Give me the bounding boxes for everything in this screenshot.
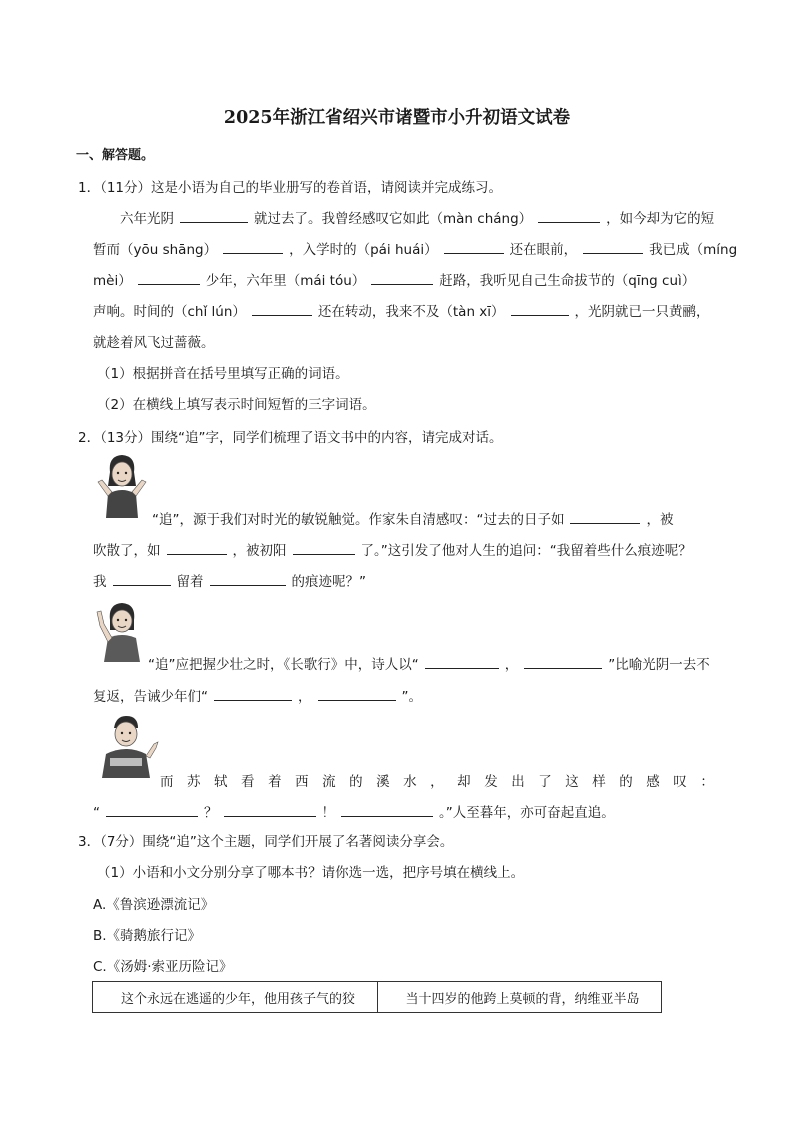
- justified-char: 出: [511, 774, 525, 790]
- q2-text: ，被初阳: [232, 543, 287, 559]
- justified-char: 轼: [214, 774, 228, 790]
- q1-text: 声响。时间的（chǐ lún）: [93, 304, 246, 320]
- q1-line-1: [120, 207, 714, 227]
- answer-blank[interactable]: [113, 571, 171, 586]
- justified-char: 水: [403, 774, 417, 790]
- answer-blank[interactable]: [570, 509, 640, 524]
- q2-text: ，: [298, 689, 312, 705]
- q1-text: 还在眼前，: [509, 242, 578, 258]
- q1-line-2: [93, 238, 737, 258]
- answer-blank[interactable]: [224, 802, 316, 817]
- answer-blank[interactable]: [223, 239, 283, 254]
- answer-blank[interactable]: [106, 802, 198, 817]
- justified-char: 的: [349, 774, 363, 790]
- option-c: C.《汤姆·索亚历险记》: [93, 959, 233, 975]
- option-a: A.《鲁滨逊漂流记》: [93, 897, 215, 913]
- q2-text: 了。”这引发了他对人生的追问：“我留着些什么痕迹呢？: [360, 543, 692, 559]
- q1-text: mèi）: [93, 273, 132, 289]
- q1-stem: 1．（11分）这是小语为自己的毕业册写的卷首语，请阅读并完成练习。: [78, 180, 503, 196]
- q2-text: “追”，源于我们对时光的敏锐触觉。作家朱自清感叹：“过去的日子如: [152, 512, 565, 528]
- q1-text: ，光阴就已一只黄鹂，: [574, 304, 710, 320]
- q1-line-5: 就趁着风飞过蔷薇。: [93, 335, 215, 351]
- book-excerpt-table: [92, 981, 662, 1013]
- justified-char: 西: [295, 774, 309, 790]
- justified-char: 看: [241, 774, 255, 790]
- q2-text: ”比喻光阴一去不: [608, 657, 710, 673]
- q2-text: ，: [504, 657, 519, 673]
- answer-blank[interactable]: [138, 270, 200, 285]
- q2-text: “: [93, 805, 100, 821]
- justified-char: 的: [619, 774, 633, 790]
- justified-char: 发: [484, 774, 498, 790]
- q2-text: 的痕迹呢？”: [291, 574, 366, 590]
- q1-text: ，入学时的（pái huái）: [289, 242, 438, 258]
- student-girl-avatar: [92, 452, 152, 520]
- q2-line-6: [160, 770, 714, 790]
- option-b: B.《骑鹅旅行记》: [93, 928, 202, 944]
- answer-blank[interactable]: [371, 270, 433, 285]
- student-pointing-avatar: [92, 600, 150, 664]
- answer-blank[interactable]: [425, 654, 499, 669]
- q3-sub-question-1: （1）小语和小文分别分享了哪本书？请你选一选，把序号填在横线上。: [97, 865, 525, 881]
- justified-char: 这: [565, 774, 579, 790]
- answer-blank[interactable]: [210, 571, 286, 586]
- q1-text: ，如今却为它的短: [606, 211, 715, 227]
- justified-char: ，: [430, 774, 444, 790]
- q2-stem: 2．（13分）围绕“追”字，同学们梳理了语文书中的内容，请完成对话。: [78, 430, 503, 446]
- q2-line-5: [93, 685, 422, 705]
- answer-blank[interactable]: [524, 654, 602, 669]
- answer-blank[interactable]: [583, 239, 643, 254]
- q1-text: 就过去了。我曾经感叹它如此（màn cháng）: [254, 211, 533, 227]
- q1-text: 还在转动，我来不及（tàn xī）: [317, 304, 505, 320]
- justified-char: 着: [268, 774, 282, 790]
- answer-blank[interactable]: [511, 301, 569, 316]
- answer-blank[interactable]: [214, 686, 292, 701]
- q2-line-4: [148, 653, 710, 673]
- q2-line-2: [93, 539, 692, 559]
- q2-text: ”。: [401, 689, 422, 705]
- answer-blank[interactable]: [538, 208, 600, 223]
- q1-text: 少年，六年里（mái tóu）: [205, 273, 366, 289]
- q1-sub-question-2: （2）在横线上填写表示时间短暂的三字词语。: [97, 397, 376, 413]
- q1-text: 赶路，我听见自己生命拔节的（qīng cuì）: [439, 273, 696, 289]
- justified-char: 苏: [187, 774, 201, 790]
- justified-char: ：: [700, 774, 714, 790]
- q2-text: ？: [204, 805, 218, 821]
- justified-char: 而: [160, 774, 174, 790]
- answer-blank[interactable]: [167, 540, 227, 555]
- justified-char: 样: [592, 774, 606, 790]
- q2-text: 复返，告诫少年们“: [93, 689, 208, 705]
- answer-blank[interactable]: [180, 208, 248, 223]
- excerpt-cell-right: 当十四岁的他跨上莫顿的背，纳维亚半岛: [377, 982, 662, 1013]
- q1-line-3: [93, 269, 695, 289]
- answer-blank[interactable]: [318, 686, 396, 701]
- justified-char: 溪: [376, 774, 390, 790]
- justified-char: 却: [457, 774, 471, 790]
- answer-blank[interactable]: [293, 540, 355, 555]
- q2-text: ，被: [646, 512, 674, 528]
- q2-text: 。”人至暮年，亦可奋起直追。: [439, 805, 615, 821]
- q1-sub-question-1: （1）根据拼音在括号里填写正确的词语。: [97, 366, 349, 382]
- q2-line-1: [152, 508, 673, 528]
- q1-text: 暂而（yōu shāng）: [93, 242, 218, 258]
- q2-text: ！: [321, 805, 335, 821]
- table-row: [93, 982, 662, 1013]
- q2-line-7: [93, 801, 615, 821]
- justified-char: 流: [322, 774, 336, 790]
- page-title: 2025年浙江省绍兴市诸暨市小升初语文试卷: [223, 108, 571, 128]
- q2-line-3: [93, 570, 366, 590]
- excerpt-cell-left: 这个永远在逃遥的少年，他用孩子气的狡: [93, 982, 378, 1013]
- student-boy-avatar: [94, 712, 160, 780]
- q1-text: 我已成（míng: [649, 242, 738, 258]
- q2-text: “追”应把握少壮之时，《长歌行》中，诗人以“: [148, 657, 419, 673]
- answer-blank[interactable]: [341, 802, 433, 817]
- q1-line-4: [93, 300, 710, 320]
- justified-char: 感: [646, 774, 660, 790]
- q1-text: 六年光阴: [120, 211, 174, 227]
- section-heading: 一、解答题。: [76, 148, 155, 163]
- q2-text: 留着: [176, 574, 204, 590]
- answer-blank[interactable]: [252, 301, 312, 316]
- q2-text: 我: [93, 574, 107, 590]
- q2-text: 吹散了，如: [93, 543, 161, 559]
- justified-char: 了: [538, 774, 552, 790]
- answer-blank[interactable]: [444, 239, 504, 254]
- q3-stem: 3．（7分）围绕“追”这个主题，同学们开展了名著阅读分享会。: [78, 834, 454, 850]
- justified-char: 叹: [673, 774, 687, 790]
